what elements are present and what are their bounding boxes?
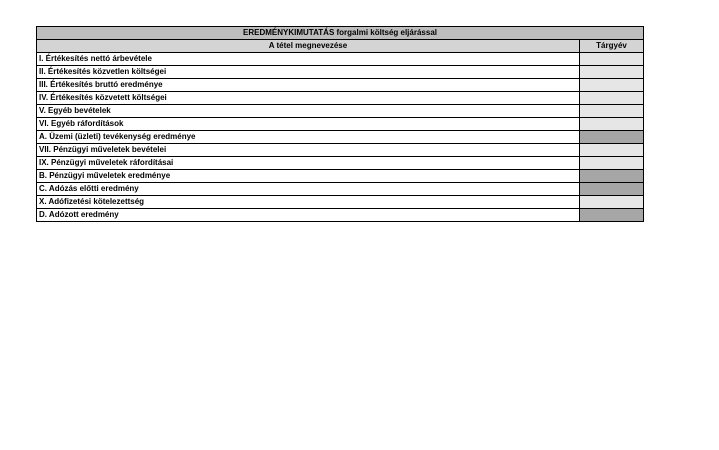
table-row	[37, 79, 644, 92]
row-label: II. Értékesítés közvetlen költségei	[37, 66, 580, 79]
row-label: C. Adózás előtti eredmény	[37, 183, 580, 196]
row-label: I. Értékesítés nettó árbevétele	[37, 53, 580, 66]
year-value-cell[interactable]	[580, 170, 644, 183]
table-row	[37, 131, 644, 144]
table-row	[37, 170, 644, 183]
row-label: III. Értékesítés bruttó eredménye	[37, 79, 580, 92]
year-value-cell[interactable]	[580, 157, 644, 170]
table-row	[37, 196, 644, 209]
table-row	[37, 66, 644, 79]
title-row	[37, 27, 644, 40]
table-row	[37, 105, 644, 118]
table-row	[37, 183, 644, 196]
year-value-cell[interactable]	[580, 66, 644, 79]
year-value-cell[interactable]	[580, 105, 644, 118]
year-value-cell[interactable]	[580, 92, 644, 105]
year-value-cell[interactable]	[580, 183, 644, 196]
row-label: VI. Egyéb ráfordítások	[37, 118, 580, 131]
table-row	[37, 144, 644, 157]
header-row	[37, 40, 644, 53]
row-label: D. Adózott eredmény	[37, 209, 580, 222]
income-statement-table	[36, 26, 644, 222]
year-column-header: Tárgyév	[580, 40, 644, 53]
row-label: X. Adófizetési kötelezettség	[37, 196, 580, 209]
table-row	[37, 92, 644, 105]
row-label: IX. Pénzügyi műveletek ráfordításai	[37, 157, 580, 170]
row-label: VII. Pénzügyi műveletek bevételei	[37, 144, 580, 157]
row-label: V. Egyéb bevételek	[37, 105, 580, 118]
table-title: EREDMÉNYKIMUTATÁS forgalmi költség eljárással	[37, 27, 644, 40]
year-value-cell[interactable]	[580, 118, 644, 131]
year-value-cell[interactable]	[580, 131, 644, 144]
year-value-cell[interactable]	[580, 196, 644, 209]
year-value-cell[interactable]	[580, 144, 644, 157]
row-label: B. Pénzügyi műveletek eredménye	[37, 170, 580, 183]
table-row	[37, 209, 644, 222]
row-label: IV. Értékesítés közvetett költségei	[37, 92, 580, 105]
row-label: A. Üzemi (üzleti) tevékenység eredménye	[37, 131, 580, 144]
table-row	[37, 118, 644, 131]
table-row	[37, 53, 644, 66]
table-row	[37, 157, 644, 170]
year-value-cell[interactable]	[580, 79, 644, 92]
item-column-header: A tétel megnevezése	[37, 40, 580, 53]
year-value-cell[interactable]	[580, 209, 644, 222]
year-value-cell[interactable]	[580, 53, 644, 66]
